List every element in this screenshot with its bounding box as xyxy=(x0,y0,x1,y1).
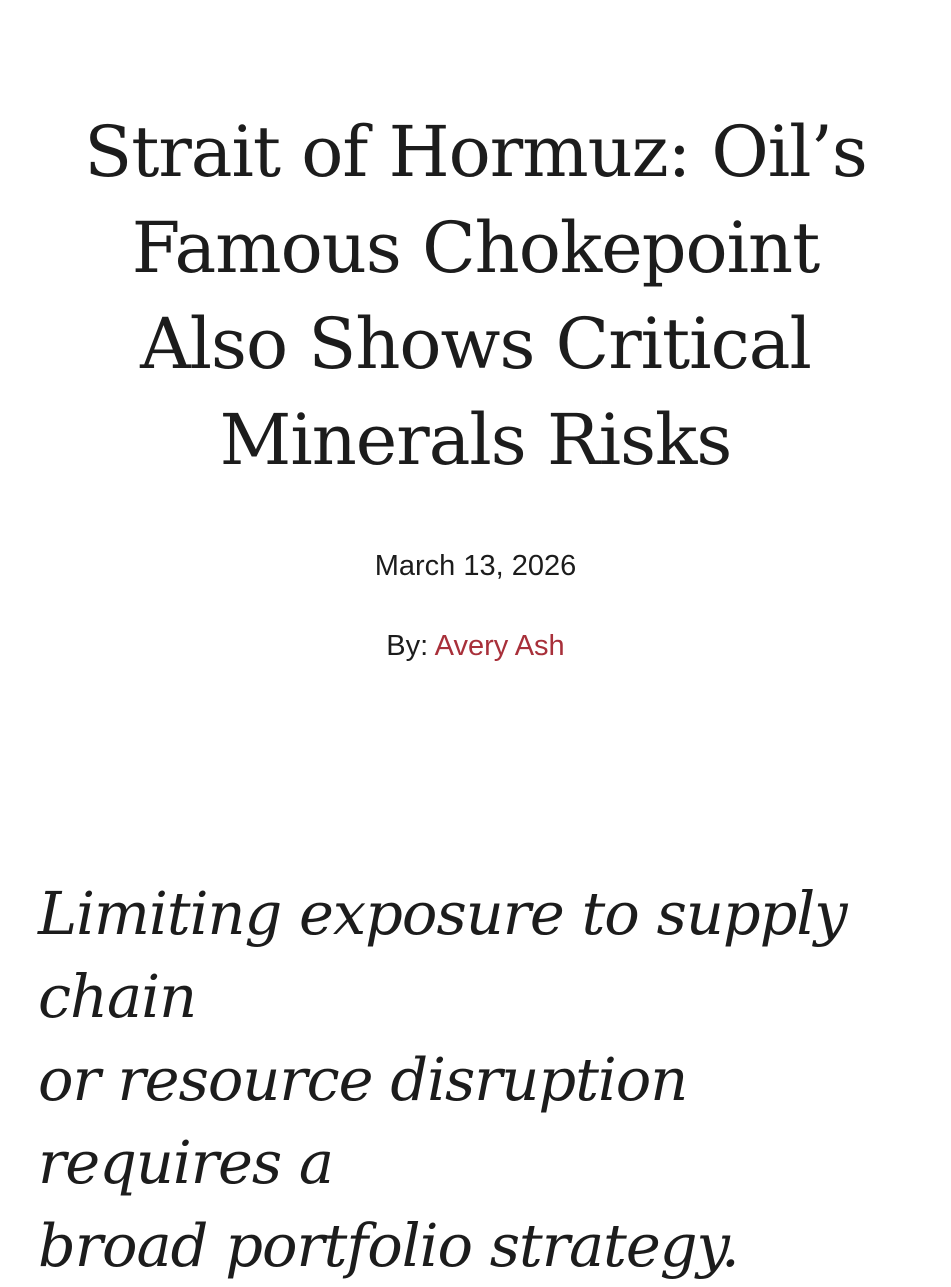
title-line: Strait of Hormuz: Oil’s xyxy=(84,111,867,193)
byline-prefix: By: xyxy=(386,630,429,662)
title-line: Also Shows Critical xyxy=(140,303,811,385)
dek-line: or resource disruption requires a xyxy=(38,1045,688,1197)
article-title xyxy=(26,104,926,488)
publish-date: March 13, 2026 xyxy=(374,550,577,582)
dek-line: broad portfolio strategy. xyxy=(38,1211,739,1280)
title-line: Minerals Risks xyxy=(219,399,732,481)
byline xyxy=(0,626,951,666)
article-header xyxy=(0,104,951,666)
article-dek xyxy=(38,872,928,1287)
dek-line: Limiting exposure to supply chain xyxy=(38,879,847,1031)
author-link[interactable]: Avery Ash xyxy=(434,630,565,662)
title-line: Famous Chokepoint xyxy=(131,207,820,289)
